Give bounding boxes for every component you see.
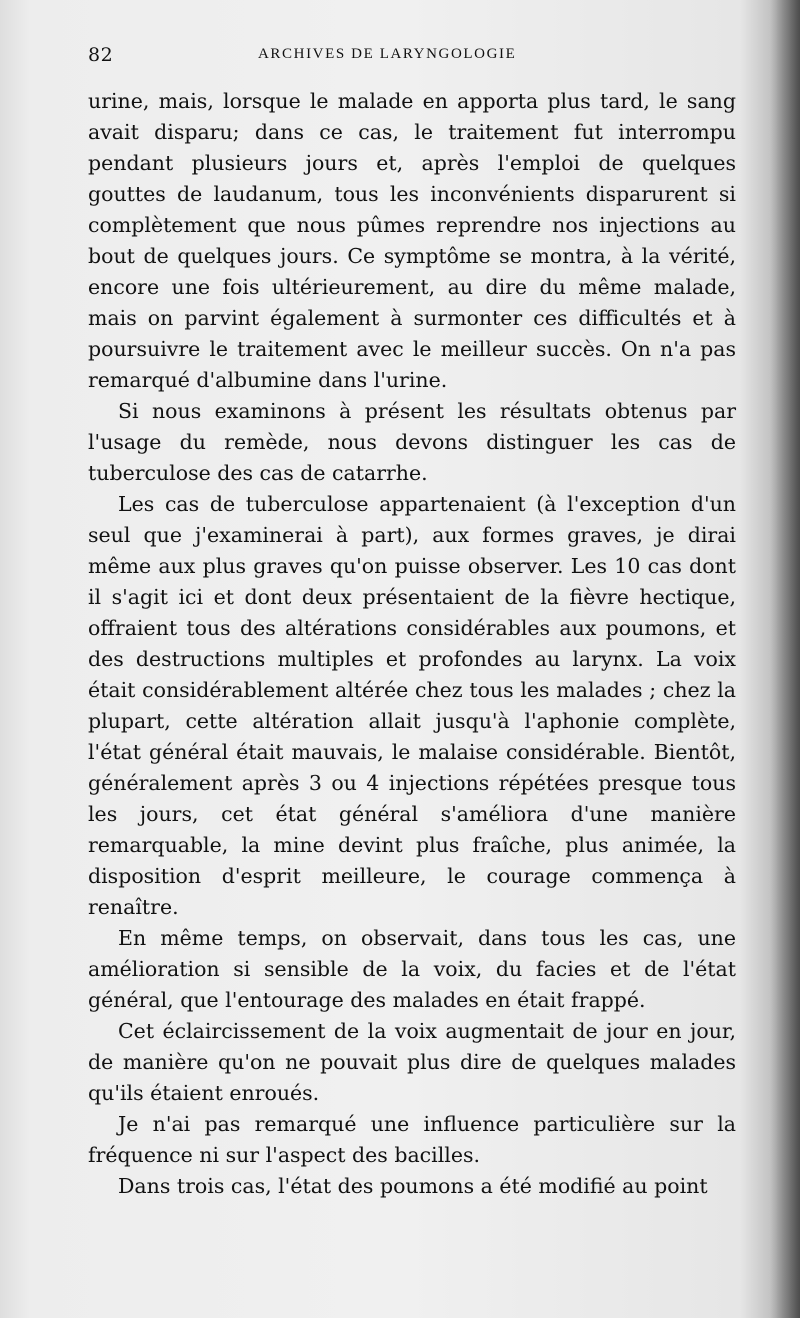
page-header xyxy=(88,44,738,72)
paragraph: Dans trois cas, l'état des poumons a été modifié au point xyxy=(118,1174,708,1198)
paragraph: Les cas de tuberculose appartenaient (à l'exception d'un seul que j'examinerai à part), aux formes graves, je dirai même aux plus graves qu'on puisse observer. Les 10 cas dont il s'agit ici et dont deux présentaient de la fièvre hectique, offraient tous des altérations considérables aux poumons, et des destructions multiples et profondes au larynx. La voix était considérablement altérée chez tous les malades ; chez la plupart, cette altération allait jusqu'à l'aphonie complète, l'état général était mauvais, le malaise considérable. Bientôt, généralement après 3 ou 4 injections répétées presque tous les jours, cet état général s'améliora d'une manière remarquable, la mine devint plus fraîche, plus animée, la disposition d'esprit meilleure, le courage commença à renaître. xyxy=(88,492,736,919)
paragraph: En même temps, on observait, dans tous les cas, une amélioration si sensible de la voix, du facies et de l'état général, que l'entourage des malades en était frappé. xyxy=(88,926,736,1012)
page-number: 82 xyxy=(88,44,114,66)
page-edge-shadow xyxy=(770,0,800,1318)
paragraph: Je n'ai pas remarqué une influence particulière sur la fréquence ni sur l'aspect des bacilles. xyxy=(88,1112,736,1167)
body-text xyxy=(88,86,736,1202)
running-title: ARCHIVES DE LARYNGOLOGIE xyxy=(258,46,517,62)
paragraph: Si nous examinons à présent les résultats obtenus par l'usage du remède, nous devons distinguer les cas de tuberculose des cas de catarrhe. xyxy=(88,399,736,485)
paragraph-continued: urine, mais, lorsque le malade en apporta plus tard, le sang avait disparu; dans ce cas, le traitement fut interrompu pendant plusieurs jours et, après l'emploi de quelques gouttes de laudanum, tous les inconvénients disparurent si complètement que nous pûmes reprendre nos injections au bout de quelques jours. Ce symptôme se montra, à la vérité, encore une fois ultérieurement, au dire du même malade, mais on parvint également à surmonter ces difficultés et à poursuivre le traitement avec le meilleur succès. On n'a pas remarqué d'albumine dans l'urine. xyxy=(88,89,736,392)
paragraph: Cet éclaircissement de la voix augmentait de jour en jour, de manière qu'on ne pouvait plus dire de quelques malades qu'ils étaient enroués. xyxy=(88,1019,736,1105)
